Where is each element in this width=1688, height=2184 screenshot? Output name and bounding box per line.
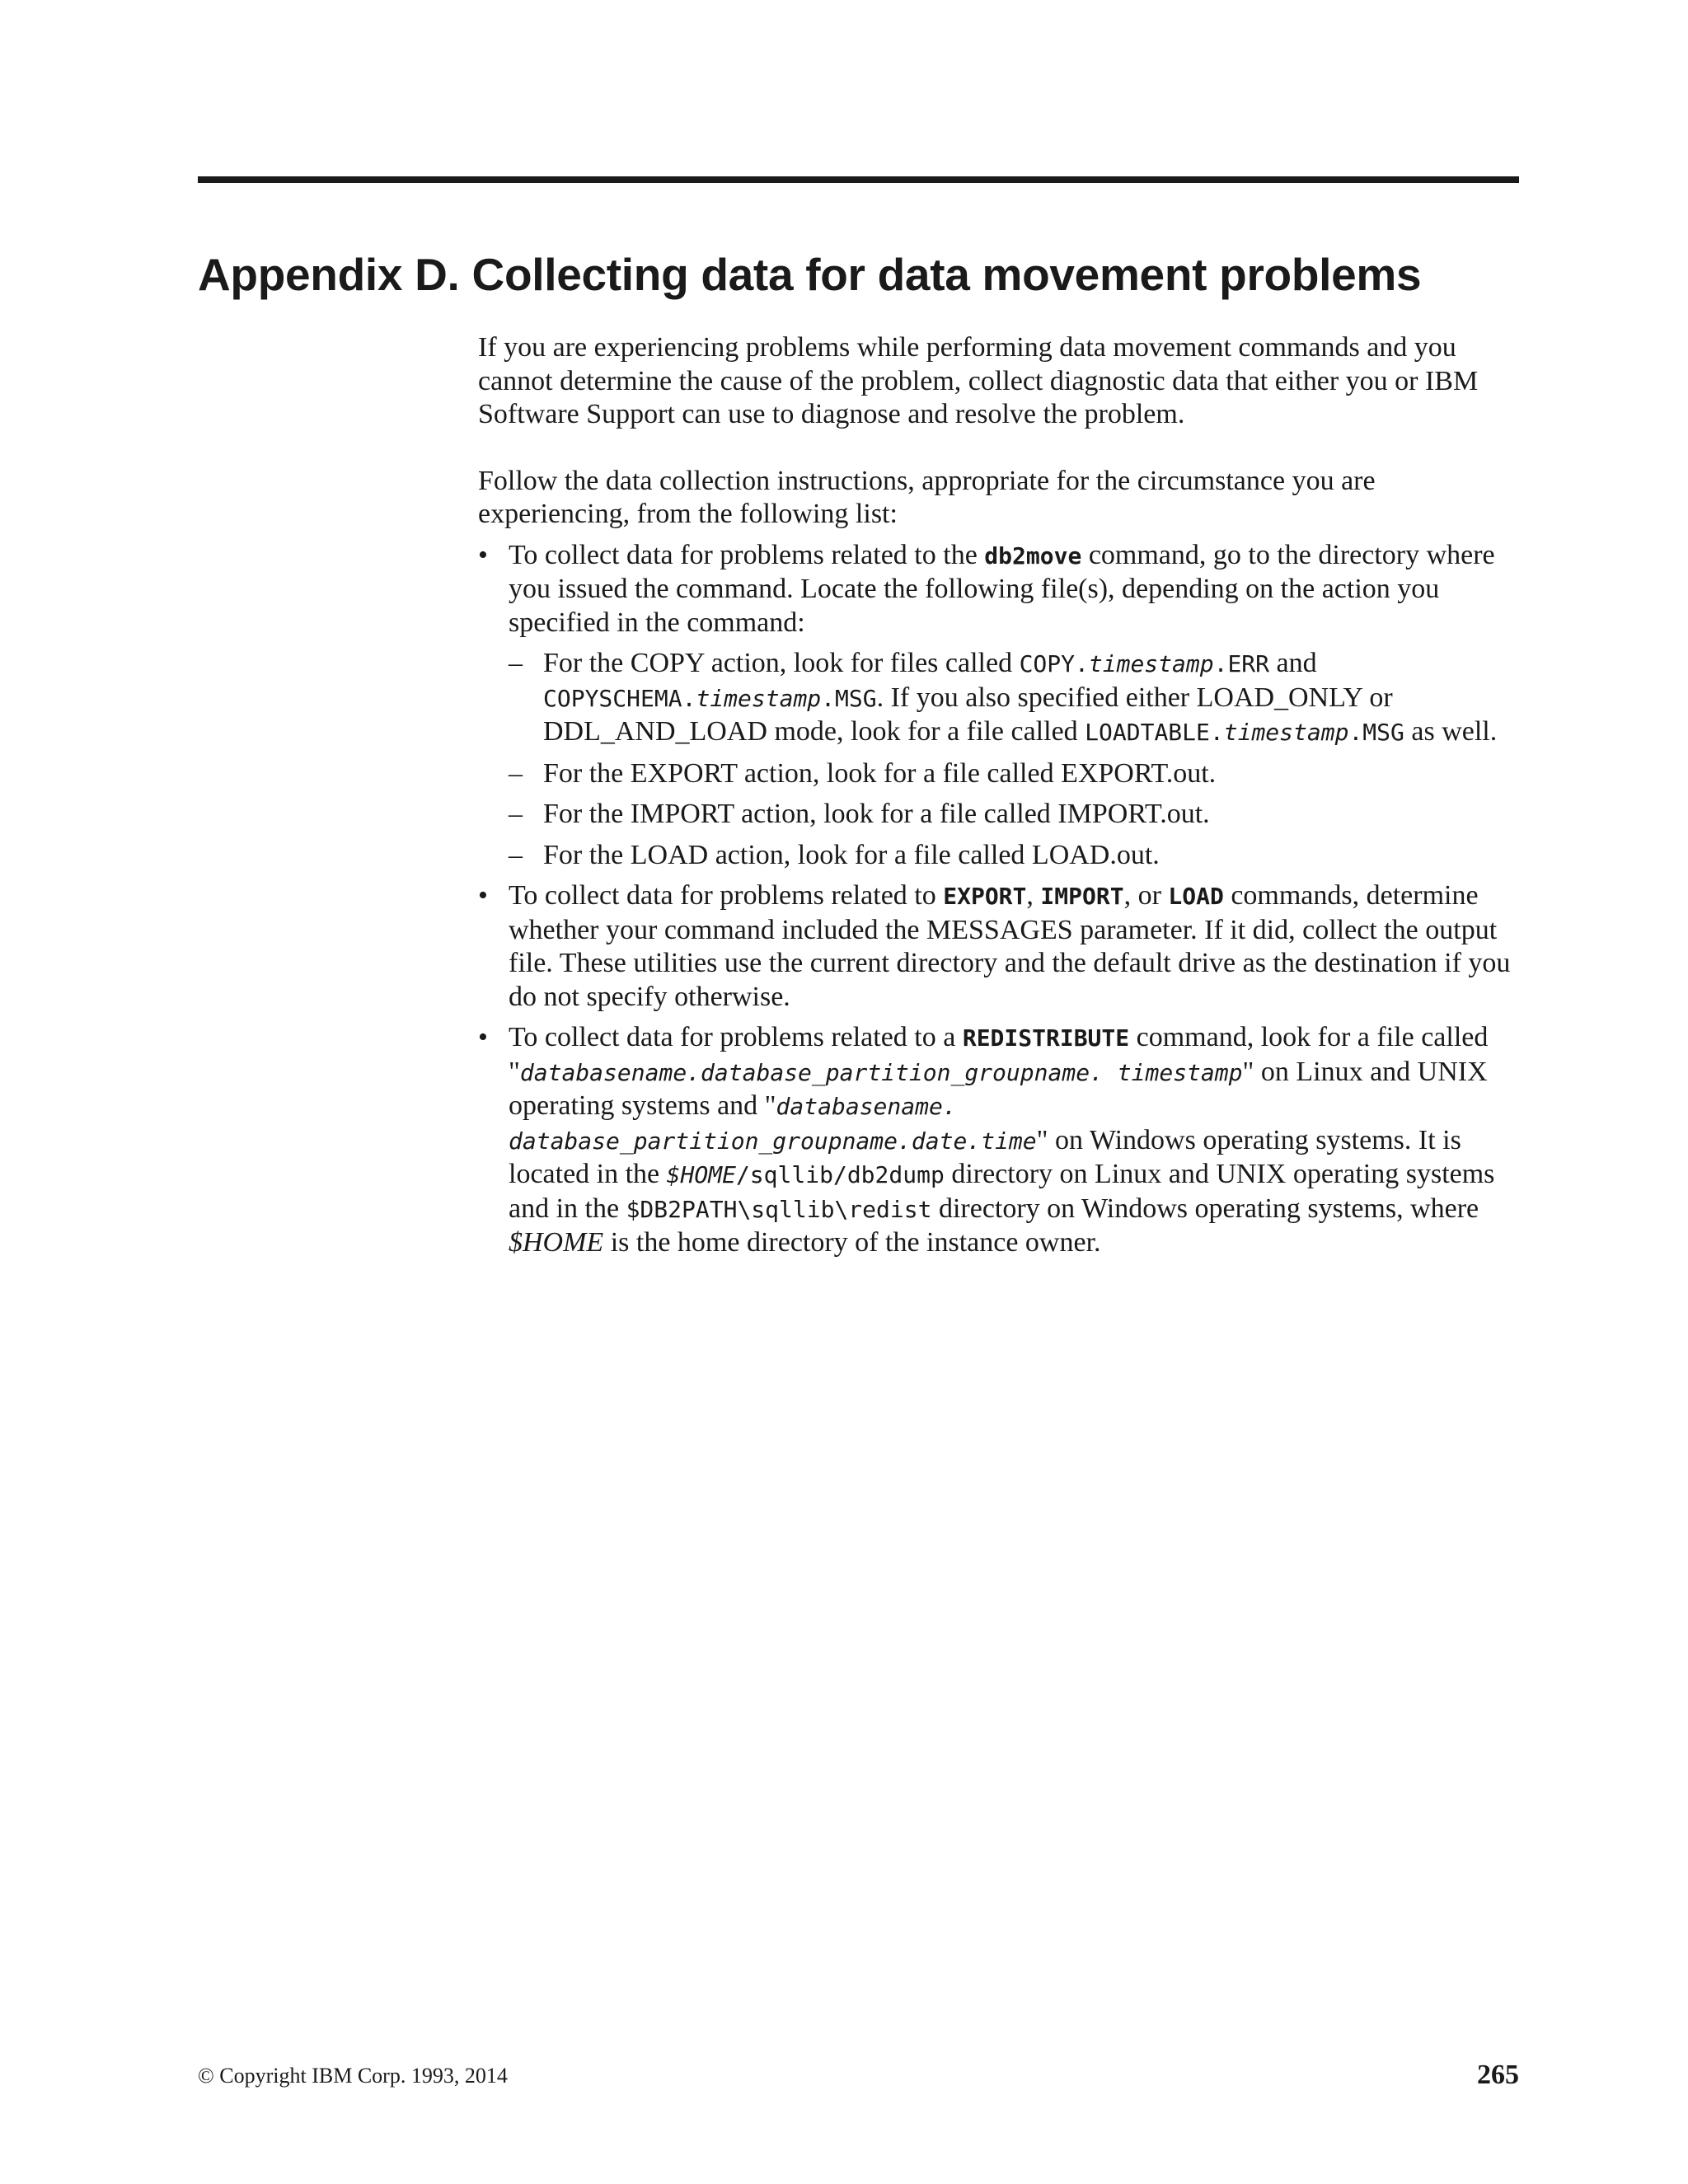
export-command: EXPORT — [943, 883, 1027, 910]
load-command: LOAD — [1168, 883, 1224, 910]
import-command: IMPORT — [1040, 883, 1124, 910]
intro-paragraph: If you are experiencing problems while performing data movement commands and you cannot determine the cause of the problem, collect diagnostic data that either you or IBM Software Support can use to diagnose and resolve the problem. — [478, 332, 1479, 429]
header-rule — [198, 176, 1519, 183]
sublist-item-export: – For the EXPORT action, look for a file called EXPORT.out. — [509, 757, 1523, 791]
page-number: 265 — [1477, 2060, 1519, 2090]
list-item-redistribute: • To collect data for problems related to a REDISTRIBUTE command, look for a file called "databasename.database_partition_groupname. timestamp" on Linux and UNIX operating systems and "databasename. database_partition_groupname.date.time" on Windows operating systems. It is located in the $HOME/sqllib/db2dump directory on Linux and UNIX operating systems and in the $DB2PATH\sqllib\redist directory on Windows operating systems, where $HOME is the home directory of the instance owner. — [478, 1021, 1523, 1260]
action-sublist — [509, 647, 1523, 872]
main-content — [478, 331, 1523, 1260]
list-item-db2move: • To collect data for problems related to the db2move command, go to the directory where you issued the command. Locate the following file(s), depending on the action you specified in the command: – For the COPY action, look for files called COPY.timestamp.ERR and COPYSCHEMA.timestamp.MSG. If you also specified either LOAD_ONLY or DDL_AND_LOAD mode, look for a file called LOADTABLE.timestamp.MSG as well. – For the EXPORT action, look for a file called EXPORT.out. – For the IMPORT action, look for a file called IMPORT.out. – For the LOAD action, look for a file called LOAD.out. — [478, 539, 1523, 873]
sublist-item-import: – For the IMPORT action, look for a file called IMPORT.out. — [509, 798, 1523, 832]
instruction-list — [478, 539, 1523, 1260]
sublist-item-copy: – For the COPY action, look for files called COPY.timestamp.ERR and COPYSCHEMA.timestamp.MSG. If you also specified either LOAD_ONLY or DDL_AND_LOAD mode, look for a file called LOADTABLE.timestamp.MSG as well. — [509, 647, 1523, 750]
sublist-item-load: – For the LOAD action, look for a file called LOAD.out. — [509, 839, 1523, 873]
copyright-notice: © Copyright IBM Corp. 1993, 2014 — [198, 2064, 508, 2088]
redistribute-command: REDISTRIBUTE — [962, 1024, 1130, 1052]
page-title: Appendix D. Collecting data for data movement problems — [198, 249, 1422, 300]
db2move-command: db2move — [984, 541, 1082, 569]
follow-paragraph: Follow the data collection instructions, appropriate for the circumstance you are experiencing, from the following list: — [478, 465, 1376, 529]
list-item-export-import-load: • To collect data for problems related to EXPORT, IMPORT, or LOAD commands, determine whether your command included the MESSAGES parameter. If it did, collect the output file. These utilities use the current directory and the default drive as the destination if you do not specify otherwise. — [478, 879, 1523, 1014]
